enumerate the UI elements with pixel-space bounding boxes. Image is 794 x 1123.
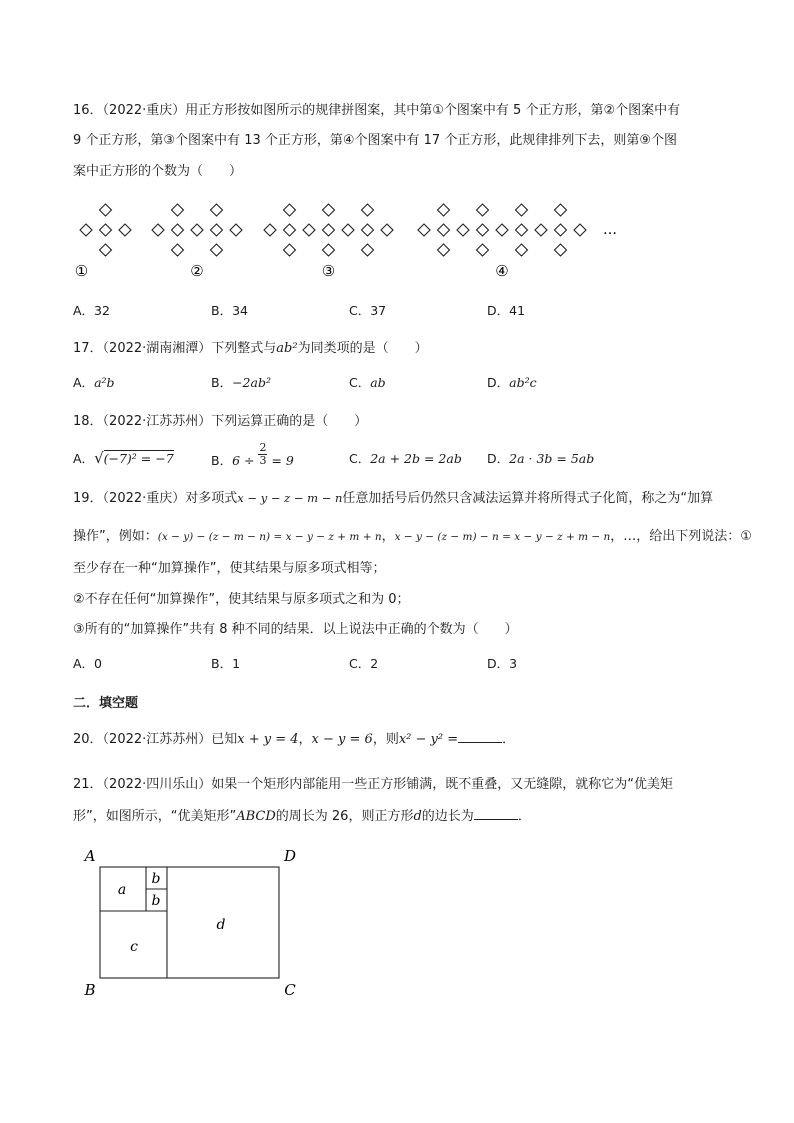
- square-diamond: [362, 204, 374, 216]
- pattern-label-4: ④: [495, 262, 509, 280]
- q19-option-b: B．1: [211, 656, 241, 671]
- square-diamond: [477, 204, 489, 216]
- q21-stem-line2: 形”，如图所示，“优美矩形”ABCD的周长为 26，则正方形d的边长为 ．: [73, 809, 531, 824]
- answer-blank: [458, 730, 502, 743]
- pattern-ellipsis: …: [603, 222, 617, 238]
- q21-rectangle-figure: [80, 845, 310, 1000]
- square-diamond: [342, 224, 354, 236]
- square-diamond: [119, 224, 131, 236]
- q18-option-d: D．2a · 3b = 5ab: [487, 451, 595, 466]
- q18-stem: 18．（2022·江苏苏州）下列运算正确的是（ ）: [73, 414, 368, 429]
- square-a-label: a: [117, 882, 127, 898]
- square-diamond: [362, 244, 374, 256]
- answer-blank: [474, 807, 518, 820]
- square-diamond: [323, 244, 335, 256]
- square-diamond: [172, 244, 184, 256]
- q17-stem-text: 17．（2022·湖南湘潭）下列整式与: [73, 341, 277, 356]
- q17-option-b: B．−2ab²: [211, 375, 271, 390]
- square-diamond: [438, 224, 450, 236]
- square-diamond: [284, 244, 296, 256]
- q19-option-a: A．0: [73, 656, 103, 671]
- q17-option-d: D．ab²c: [487, 375, 537, 390]
- square-diamond: [211, 224, 223, 236]
- square-diamond: [457, 224, 469, 236]
- q17-option-a: A．a²b: [73, 375, 115, 390]
- square-diamond: [438, 244, 450, 256]
- section-heading: 二．填空题: [73, 696, 139, 711]
- corner-d: D: [283, 847, 297, 865]
- q16-stem-line3: 案中正方形的个数为（ ）: [73, 164, 243, 179]
- square-diamond: [80, 224, 92, 236]
- square-b-bottom-label: b: [151, 893, 161, 909]
- q19-stem-line1: 19．（2022·重庆）对多项式x − y − z − m − n任意加括号后仍然只含减法运算并将所得式子化简，称之为“加算: [73, 491, 714, 506]
- q18-option-b: B．6 ÷ $\frac{2}{3}$ = 9: [211, 441, 294, 468]
- corner-c: C: [284, 981, 296, 999]
- q20-stem: 20．（2022·江苏苏州）已知x + y = 4，x − y = 6，则x² − y² = ．: [73, 732, 516, 747]
- q17-option-c: C．ab: [349, 375, 386, 390]
- square-diamond: [555, 244, 567, 256]
- square-diamond: [152, 224, 164, 236]
- square-diamond: [211, 204, 223, 216]
- square-diamond: [438, 204, 450, 216]
- q16-pattern-figure: [72, 198, 632, 288]
- q19-stem-line5: ③所有的“加算操作”共有 8 种不同的结果．以上说法中正确的个数为（ ）: [73, 622, 518, 637]
- q16-option-b: B．34: [211, 303, 248, 318]
- square-diamond: [323, 204, 335, 216]
- q16-stem-line1: 16．（2022·重庆）用正方形按如图所示的规律拼图案，其中第①个图案中有 5 个正方形，第②个图案中有: [73, 103, 681, 118]
- square-diamond: [284, 204, 296, 216]
- square-d-label: d: [216, 917, 226, 933]
- square-diamond: [418, 224, 430, 236]
- square-diamond: [303, 224, 315, 236]
- square-diamond: [264, 224, 276, 236]
- square-diamond: [100, 224, 112, 236]
- pattern-label-3: ③: [321, 262, 336, 280]
- corner-b: B: [84, 981, 96, 999]
- q21-stem-line1: 21．（2022·四川乐山）如果一个矩形内部能用一些正方形铺满，既不重叠，又无缝隙，就称它为“优美矩: [73, 777, 673, 792]
- square-diamond: [555, 204, 567, 216]
- square-c-label: c: [130, 939, 138, 955]
- square-diamond: [477, 224, 489, 236]
- q19-option-c: C．2: [349, 656, 379, 671]
- q19-stem-line3: 至少存在一种“加算操作”，使其结果与原多项式相等；: [73, 561, 386, 576]
- square-diamond: [477, 244, 489, 256]
- q19-option-d: D．3: [487, 656, 518, 671]
- q17-stem: [73, 339, 428, 359]
- q16-option-c: C．37: [349, 303, 387, 318]
- square-diamond: [211, 244, 223, 256]
- q18-option-c: C．2a + 2b = 2ab: [349, 451, 462, 466]
- square-b-top-label: b: [151, 871, 161, 887]
- q19-stem-line4: ②不存在任何“加算操作”，使其结果与原多项式之和为 0；: [73, 592, 410, 607]
- square-diamond: [516, 244, 528, 256]
- square-diamond: [535, 224, 547, 236]
- q17-stem-tail: 为同类项的是（ ）: [297, 341, 428, 356]
- q16-option-d: D．41: [487, 303, 526, 318]
- square-diamond: [100, 244, 112, 256]
- corner-a: A: [84, 847, 96, 865]
- q17-stem-math: ab²: [276, 341, 298, 356]
- square-diamond: [574, 224, 586, 236]
- square-diamond: [516, 224, 528, 236]
- q19-stem-line2: 操作”，例如：(x − y) − (z − m − n) = x − y − z + m + n，x − y − (z − m) − n = x − y − z + m − n，…，给出下列说法：①: [73, 529, 752, 544]
- square-diamond: [191, 224, 203, 236]
- square-diamond: [516, 204, 528, 216]
- rectangle-abcd: [100, 867, 279, 978]
- square-diamond: [284, 224, 296, 236]
- q16-stem-line2: 9 个正方形，第③个图案中有 13 个正方形，第④个图案中有 17 个正方形，此规律排列下去，则第⑨个图: [73, 133, 677, 148]
- square-diamond: [172, 204, 184, 216]
- q18-option-a: A．√(−7)² = −7: [73, 449, 174, 467]
- q16-option-a: A．32: [73, 303, 110, 318]
- square-diamond: [496, 224, 508, 236]
- square-diamond: [555, 224, 567, 236]
- pattern-label-1: ①: [74, 262, 89, 280]
- square-diamond: [230, 224, 242, 236]
- square-diamond: [172, 224, 184, 236]
- square-diamond: [381, 224, 393, 236]
- square-diamond: [362, 224, 374, 236]
- square-diamond: [323, 224, 335, 236]
- pattern-label-2: ②: [190, 262, 204, 280]
- square-diamond: [100, 204, 112, 216]
